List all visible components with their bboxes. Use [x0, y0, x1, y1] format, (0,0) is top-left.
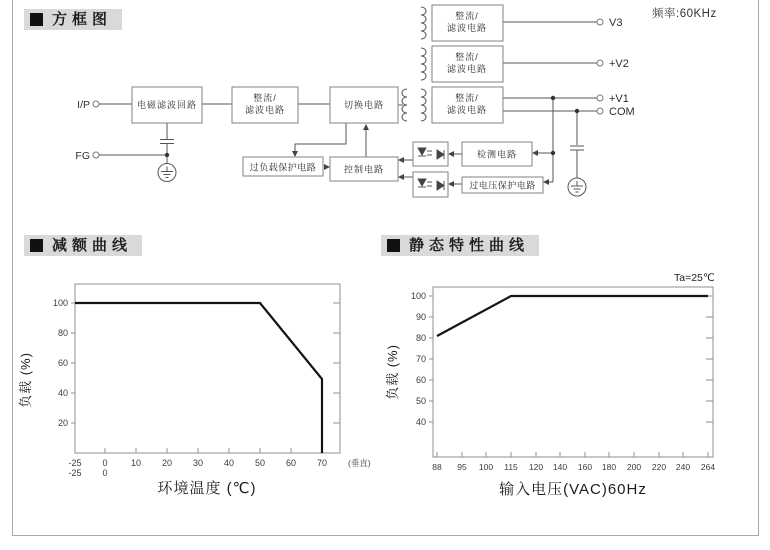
label-switching: 切换电路 [343, 100, 385, 110]
y-tick: 100 [52, 298, 68, 308]
y-tick: 40 [57, 388, 68, 398]
x-tick: -25 [68, 458, 82, 468]
derating-heading [24, 235, 142, 256]
label-control: 控制电路 [343, 164, 385, 175]
x-axis-label: 环境温度 (℃) [157, 480, 257, 497]
y-tick: 70 [415, 354, 426, 364]
x-tick: 264 [700, 462, 716, 472]
x-tick: 0 [102, 458, 108, 468]
label-output-v1: +V1 [609, 93, 629, 105]
x-tick-labels [68, 458, 370, 478]
static-characteristic-chart [385, 260, 755, 510]
label-output-v3: V3 [609, 17, 623, 29]
x-axis-note: (垂直) [348, 458, 371, 468]
y-tick-labels [411, 291, 426, 427]
x-tick: 88 [432, 462, 442, 472]
y-tick: 80 [415, 333, 426, 343]
x-tick: 10 [130, 458, 142, 468]
label-rectifier-v2-line2: 滤波电路 [446, 64, 488, 74]
x-tick: 115 [504, 462, 518, 472]
static-curve-heading-label: 静态特性曲线 [409, 237, 530, 254]
ta-annotation: Ta=25℃ [674, 272, 715, 284]
label-output-com: COM [609, 106, 635, 118]
axis-ticks [71, 303, 340, 453]
label-emi-filter: 电磁滤波回路 [136, 100, 198, 110]
plot-area [75, 284, 340, 453]
y-tick: 40 [415, 417, 426, 427]
label-input-ip: I/P [77, 99, 90, 111]
x-tick: 100 [478, 462, 494, 472]
y-tick: 50 [415, 396, 426, 406]
y-tick: 100 [410, 291, 426, 301]
y-tick: 60 [57, 358, 68, 368]
block-diagram [0, 0, 770, 232]
y-tick: 60 [415, 375, 426, 385]
x-tick-row2: -25 [68, 468, 82, 478]
x-tick: 40 [223, 458, 235, 468]
label-detection: 检测电路 [476, 149, 518, 160]
derating-chart [15, 260, 385, 510]
x-tick: 60 [285, 458, 297, 468]
label-overvoltage-protection: 过电压保护电路 [469, 180, 536, 191]
axis-ticks [429, 296, 713, 457]
label-rectifier-line2: 滤波电路 [244, 105, 286, 115]
x-axis-label: 输入电压(VAC)60Hz [499, 481, 647, 498]
x-tick: 50 [254, 458, 266, 468]
x-tick: 20 [161, 458, 173, 468]
label-rectifier-v1-line2: 滤波电路 [446, 105, 488, 115]
label-rectifier-v1-line1: 整流/ [455, 93, 479, 103]
label-rectifier-v3-line2: 滤波电路 [446, 23, 488, 33]
x-tick: 140 [552, 462, 568, 472]
label-rectifier-v3-line1: 整流/ [455, 11, 479, 21]
y-axis-label: 负载 (%) [18, 352, 33, 408]
label-output-v2: +V2 [609, 58, 629, 70]
x-tick: 95 [457, 462, 467, 472]
x-tick-row2: 0 [102, 468, 108, 478]
earth-ground-icon [568, 178, 586, 196]
x-tick: 220 [651, 462, 667, 472]
y-tick: 80 [57, 328, 68, 338]
label-overload-protection: 过负载保护电路 [249, 162, 317, 173]
label-rectifier-line1: 整流/ [253, 93, 277, 103]
x-tick: 120 [528, 462, 544, 472]
x-tick-labels [432, 462, 715, 472]
derating-curve-line [75, 303, 322, 453]
heading-square-icon [387, 239, 400, 252]
y-tick: 90 [415, 312, 426, 322]
label-input-fg: FG [75, 150, 90, 162]
label-rectifier-v2-line1: 整流/ [455, 52, 479, 62]
plot-area [433, 287, 713, 457]
derating-heading-label: 减额曲线 [52, 237, 133, 254]
y-axis-label: 负载 (%) [385, 344, 400, 400]
block-diagram-heading-label: 方框图 [52, 11, 113, 28]
x-tick: 200 [626, 462, 642, 472]
x-tick: 180 [601, 462, 617, 472]
static-curve-line [437, 296, 708, 336]
heading-square-icon [30, 239, 43, 252]
x-tick: 160 [577, 462, 593, 472]
y-tick: 20 [57, 418, 68, 428]
x-tick: 240 [675, 462, 691, 472]
frequency-note: 频率:60KHz [652, 8, 717, 20]
x-tick: 70 [316, 458, 328, 468]
static-curve-heading [381, 235, 539, 256]
x-tick: 30 [192, 458, 204, 468]
earth-ground-icon [158, 164, 176, 182]
y-tick-labels [53, 298, 68, 428]
transformer-icon [402, 7, 426, 121]
